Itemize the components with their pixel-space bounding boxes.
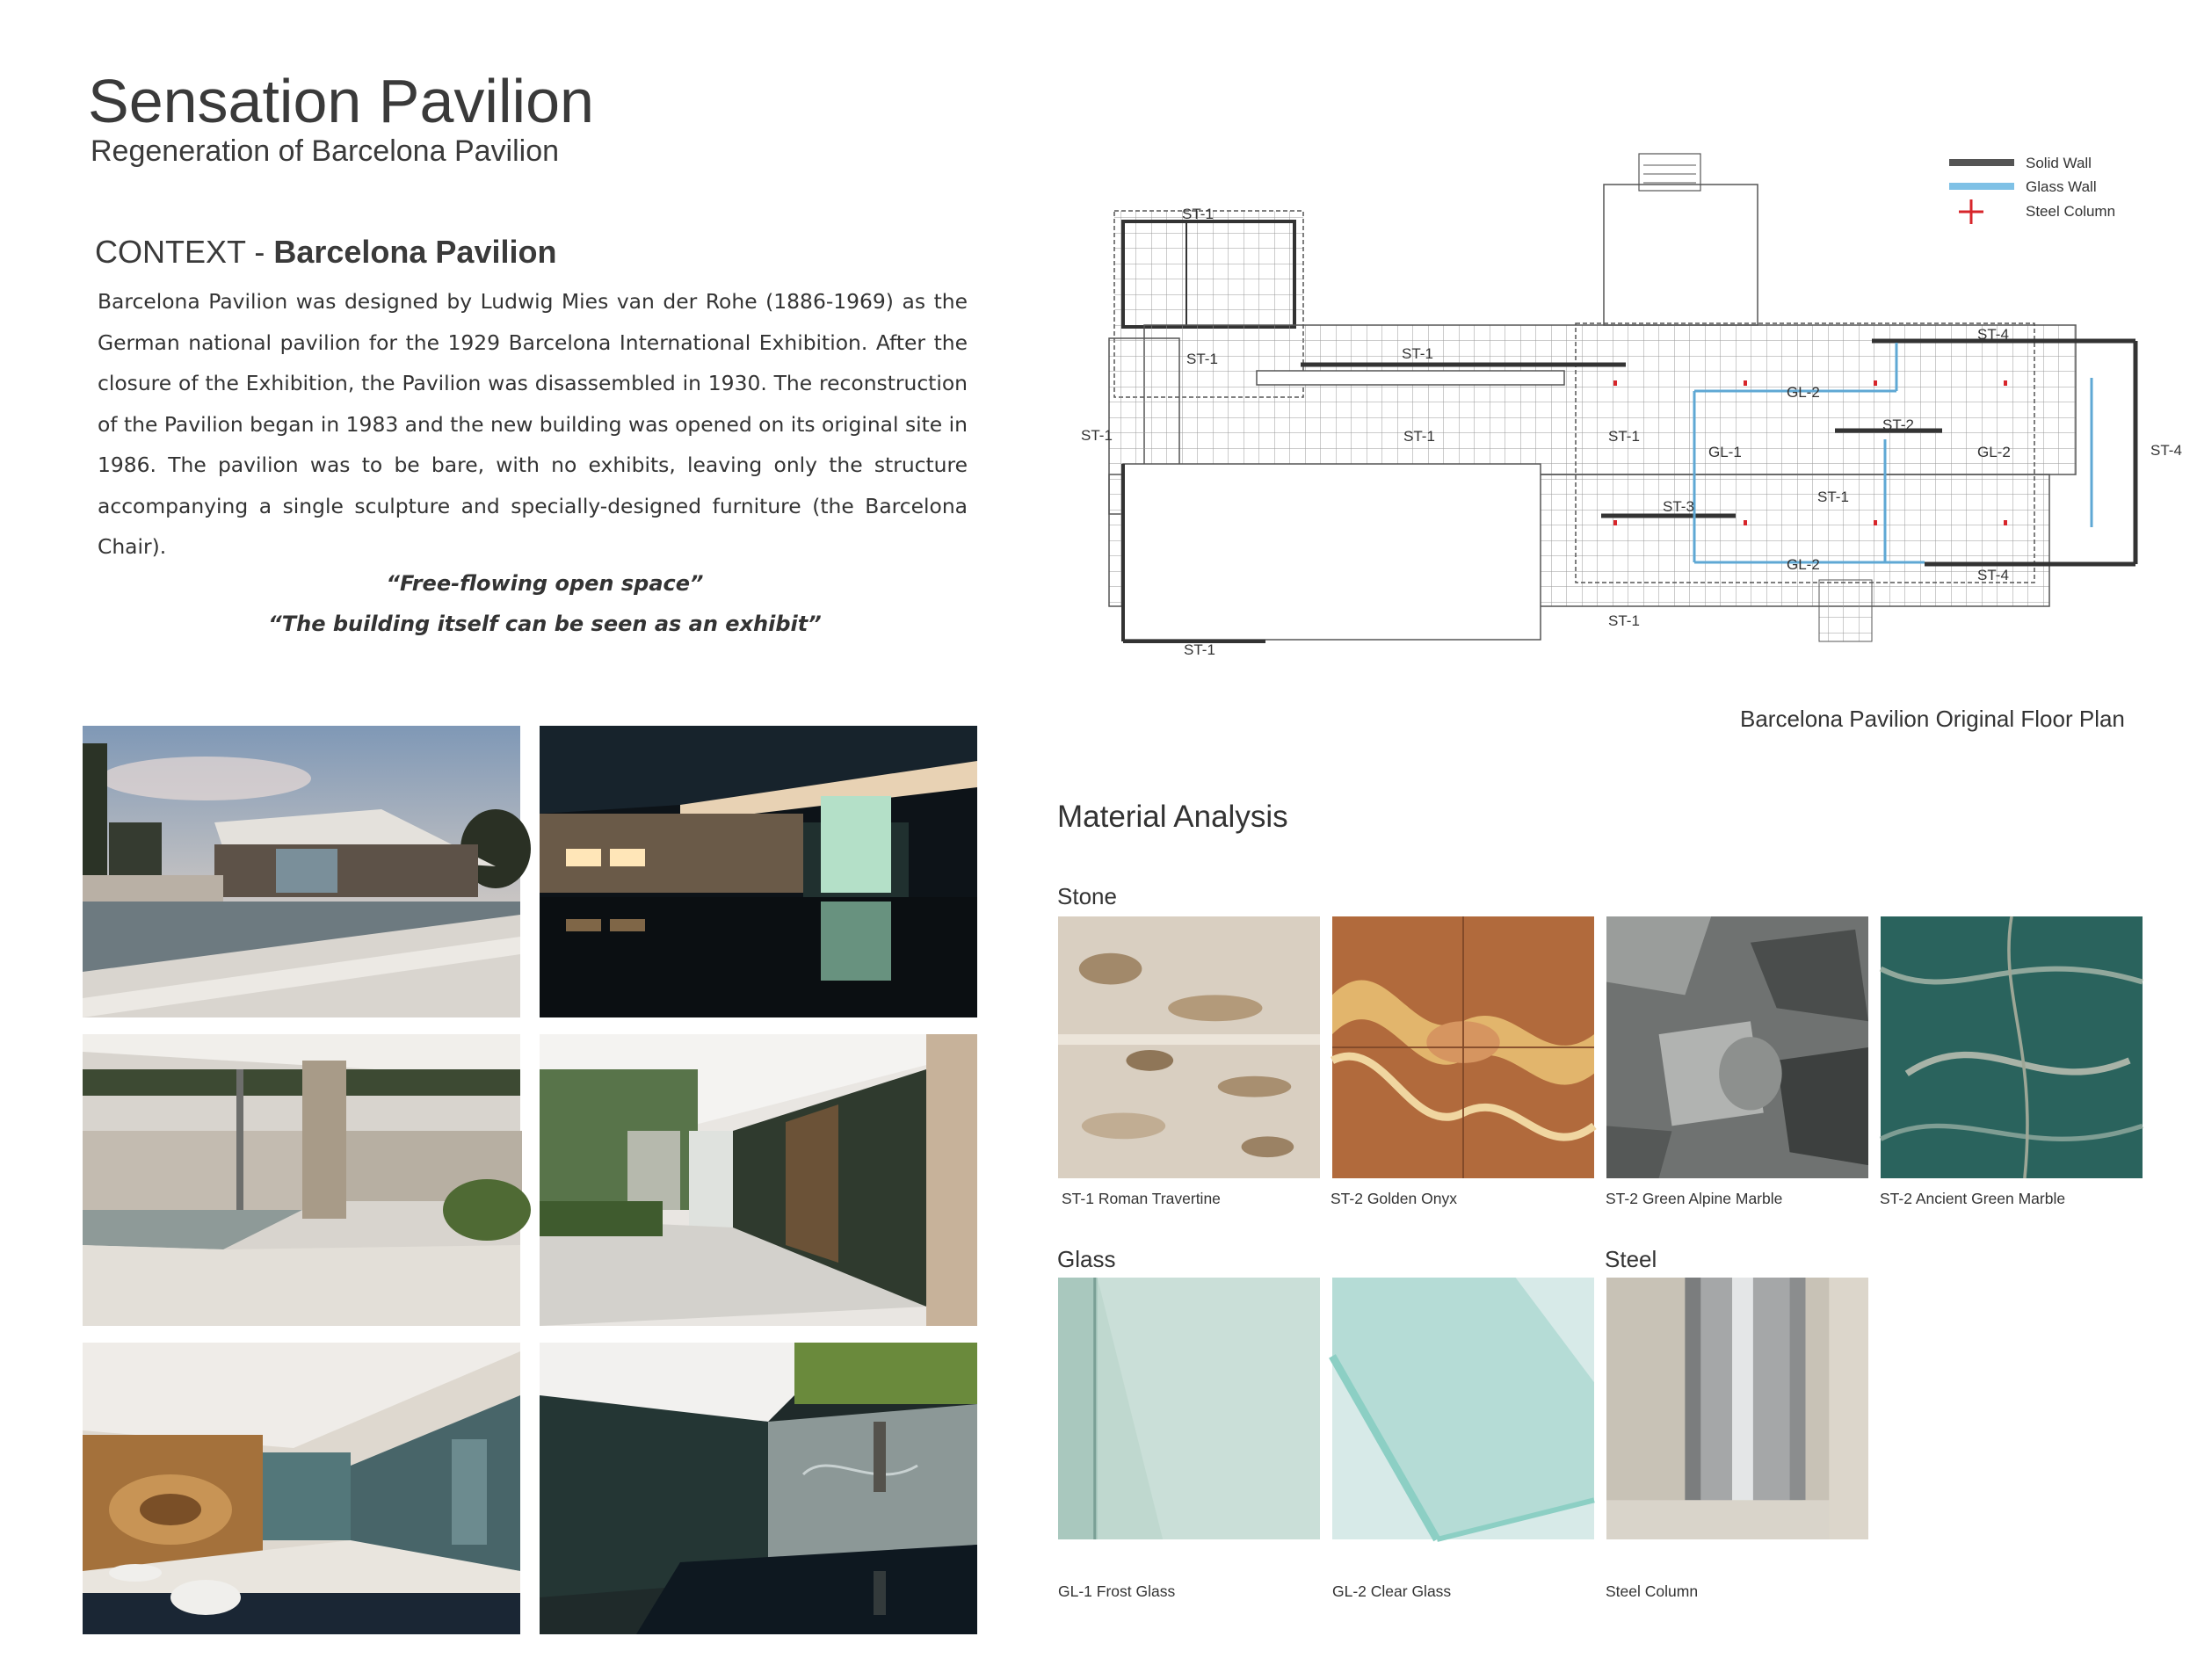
quote-2: “The building itself can be seen as an exhibit” [268,612,822,636]
swatch-green-alpine-marble [1606,916,1868,1178]
plan-label-st1: ST-1 [1186,351,1218,367]
plan-label-st1: ST-1 [1184,641,1215,658]
caption-golden-onyx: ST-2 Golden Onyx [1331,1190,1457,1207]
caption-frost-glass: GL-1 Frost Glass [1058,1582,1176,1600]
plan-label-st1: ST-1 [1817,489,1849,505]
plan-label-st4: ST-4 [1977,326,2009,343]
plan-label-st1: ST-1 [1608,612,1640,629]
plan-label-st3: ST-3 [1663,498,1694,515]
swatch-ancient-green-marble [1881,916,2143,1178]
plan-label-st4: ST-4 [2150,442,2182,459]
swatch-steel-column [1606,1278,1868,1539]
context-heading-prefix: CONTEXT - [95,234,274,270]
glass-heading: Glass [1057,1246,1116,1272]
swatch-frost-glass [1058,1278,1320,1539]
swatch-golden-onyx [1332,916,1594,1178]
photo-exterior-dusk [83,726,520,1017]
swatch-clear-glass [1332,1278,1594,1539]
context-heading [95,234,556,271]
legend-glass-wall: Glass Wall [2026,178,2097,195]
stone-heading: Stone [1057,883,1117,909]
legend-steel-column-swatch [1959,199,1983,224]
plan-label-gl2: GL-2 [1977,444,2011,460]
caption-clear-glass: GL-2 Clear Glass [1332,1582,1452,1600]
caption-steel-column: Steel Column [1606,1582,1699,1600]
plan-label-gl2: GL-2 [1787,556,1820,573]
caption-green-alpine-marble: ST-2 Green Alpine Marble [1606,1190,1783,1207]
plan-label-st1: ST-1 [1608,428,1640,445]
floor-plan-caption: Barcelona Pavilion Original Floor Plan [1740,706,2125,732]
plan-label-gl1: GL-1 [1708,444,1742,460]
page-subtitle: Regeneration of Barcelona Pavilion [91,134,560,168]
caption-roman-travertine: ST-1 Roman Travertine [1062,1190,1221,1207]
quote-1: “Free-flowing open space” [386,571,704,596]
swatch-roman-travertine [1058,916,1320,1178]
legend-steel-column: Steel Column [2026,203,2116,220]
photo-sculpture-pool [540,1343,977,1634]
plan-label-st1: ST-1 [1081,427,1113,444]
plan-label-st1: ST-1 [1402,345,1433,362]
photo-night-reflection [540,726,977,1017]
steel-heading: Steel [1605,1246,1657,1272]
photo-courtyard-pool [83,1034,520,1326]
plan-label-st1: ST-1 [1182,206,1214,222]
page-title: Sensation Pavilion [88,67,594,135]
plan-label-gl2: GL-2 [1787,384,1820,401]
plan-label-st1: ST-1 [1403,428,1435,445]
floor-plan [1081,141,2197,677]
caption-ancient-green-marble: ST-2 Ancient Green Marble [1880,1190,2066,1207]
context-heading-bold: Barcelona Pavilion [273,234,557,270]
legend-solid-wall: Solid Wall [2026,155,2092,171]
plan-label-st2: ST-2 [1882,416,1914,433]
plan-label-st4: ST-4 [1977,567,2009,583]
context-body: Barcelona Pavilion was designed by Ludwig Mies van der Rohe (1886-1969) as the German national pavilion for the 1929 Barcelona International Exhibition. After the closure of the Exhibition, the Pavilion was disassembled in 1930. The reconstruction of the Pavilion began in 1983 and the new building was opened on its original site in 1986. The pavilion was to be bare, with no exhibits, leaving only the structure accompanying a single sculpture and specially-designed furniture (the Barcelona Chair). [98,289,968,559]
material-analysis-title: Material Analysis [1057,800,1288,834]
photo-glass-walkway [540,1034,977,1326]
photo-onyx-interior [83,1343,520,1634]
